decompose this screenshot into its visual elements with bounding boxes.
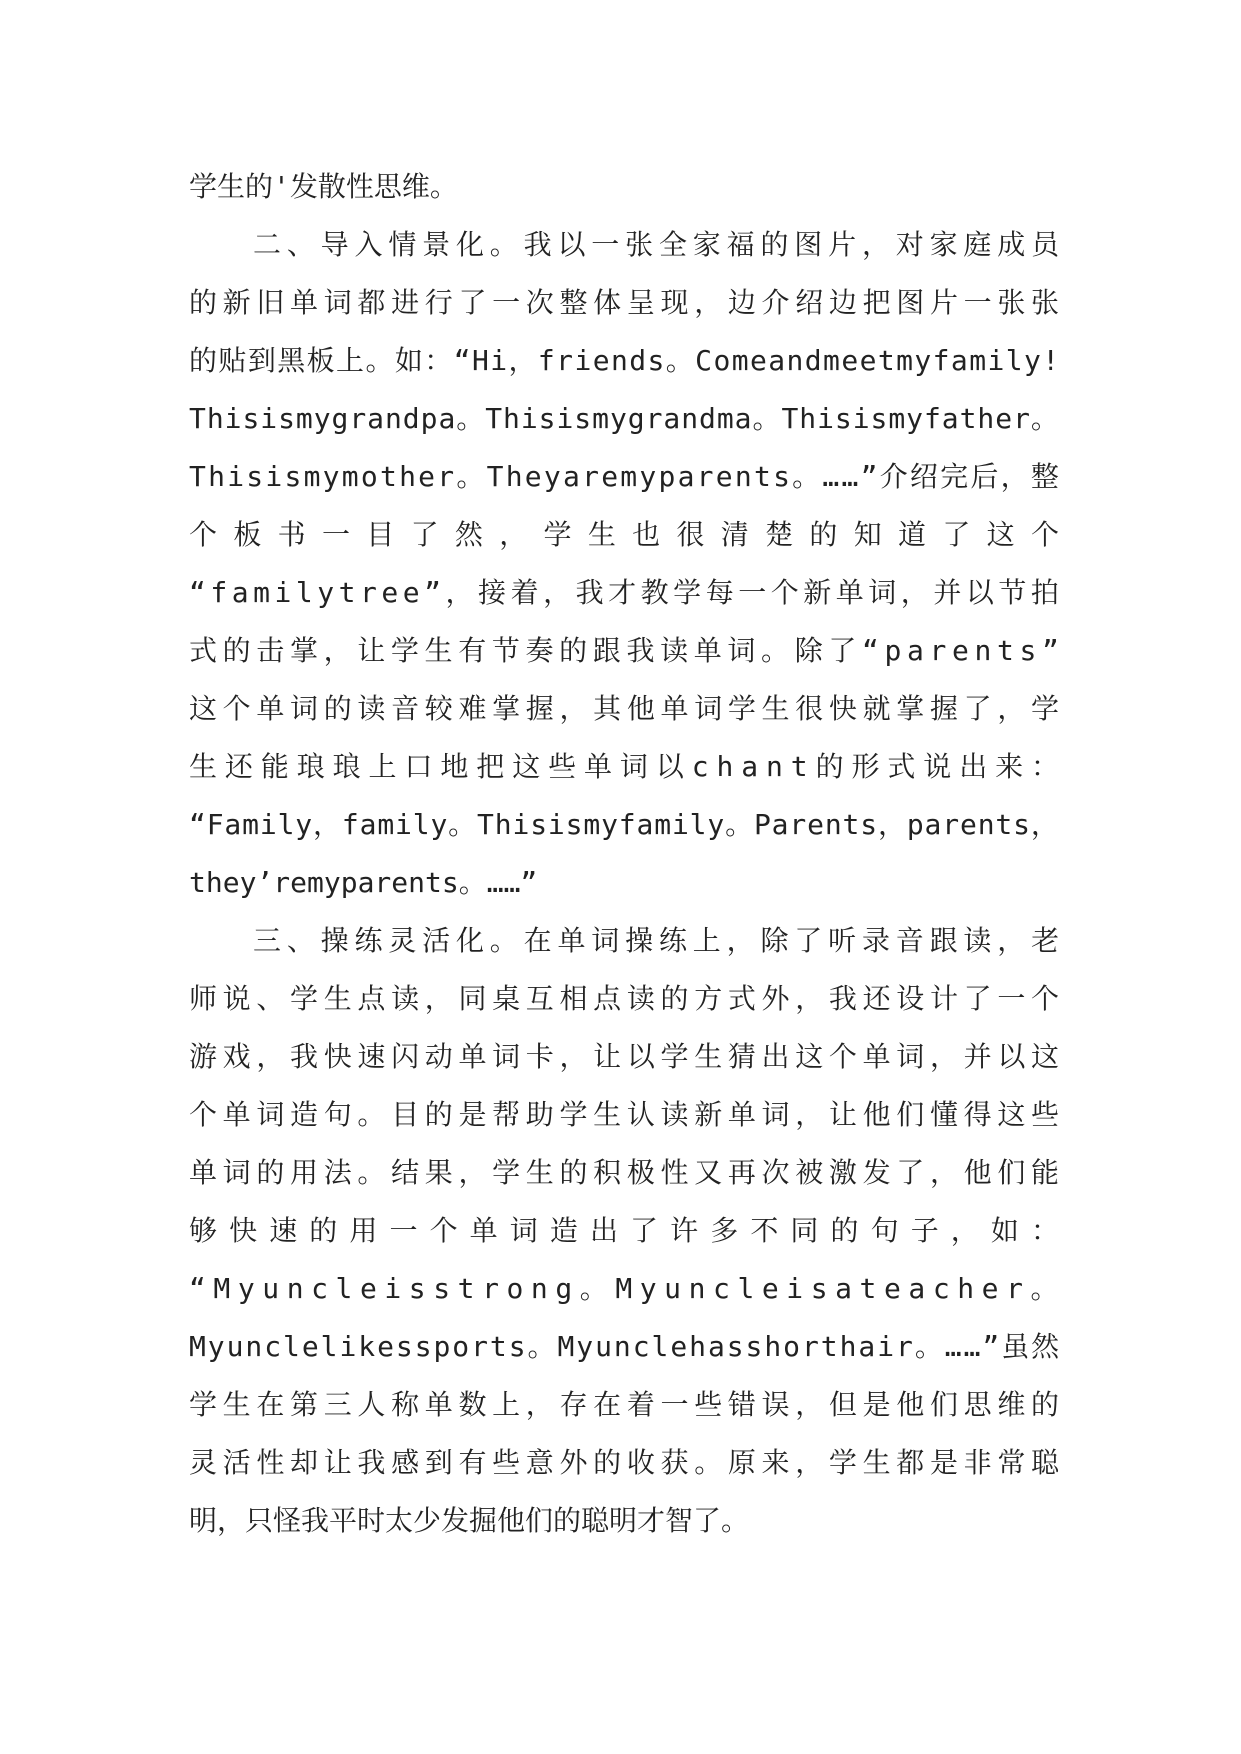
text-line: “familytree”，接着，我才教学每一个新单词，并以节拍 xyxy=(189,576,1064,609)
text-char: l xyxy=(737,1272,755,1305)
text-char: h xyxy=(957,1272,975,1305)
text-char: 。 xyxy=(579,1272,608,1305)
text-char: s xyxy=(810,1272,828,1305)
text-char: e xyxy=(883,1272,901,1305)
text-char: “ xyxy=(189,1272,206,1305)
document-body xyxy=(189,158,1067,1550)
text-char: n xyxy=(688,1272,706,1305)
text-char: 的 xyxy=(830,1214,859,1247)
text-char: l xyxy=(335,1272,353,1305)
text-char: n xyxy=(530,1272,548,1305)
text-line: “Family，family。Thisismyfamily。Parents，parents， xyxy=(189,808,1060,841)
text-char: 子 xyxy=(910,1214,939,1247)
text-char: 然 xyxy=(454,518,483,551)
text-char: ， xyxy=(499,518,528,551)
text-char: 的 xyxy=(809,518,838,551)
text-char: 生 xyxy=(587,518,616,551)
text-char: 多 xyxy=(710,1214,739,1247)
text-char: y xyxy=(237,1272,255,1305)
text-char: t xyxy=(859,1272,877,1305)
text-char: 出 xyxy=(589,1214,618,1247)
text-char: 用 xyxy=(349,1214,378,1247)
text-char: 了 xyxy=(410,518,439,551)
text-char: 快 xyxy=(229,1214,258,1247)
text-char: 一 xyxy=(389,1214,418,1247)
text-char: 目 xyxy=(366,518,395,551)
text-line: 三、操练灵活化。在单词操练上，除了听录音跟读，老 xyxy=(253,924,1065,957)
text-line: 游戏，我快速闪动单词卡，让以学生猜出这个单词，并以这 xyxy=(189,1040,1065,1073)
text-line xyxy=(189,1260,1059,1318)
text-line: Myunclelikessports。Myunclehasshorthair。……”虽然 xyxy=(189,1330,1062,1363)
text-char: y xyxy=(639,1272,657,1305)
text-line: 式的击掌，让学生有节奏的跟我读单词。除了“parents” xyxy=(189,634,1065,667)
text-char: M xyxy=(213,1272,231,1305)
text-line: 灵活性却让我感到有些意外的收获。原来，学生都是非常聪 xyxy=(189,1446,1065,1479)
text-char: i xyxy=(786,1272,804,1305)
text-char: r xyxy=(1006,1272,1023,1305)
text-char: 个 xyxy=(189,518,218,551)
text-char: 同 xyxy=(790,1214,819,1247)
text-char: r xyxy=(482,1272,499,1305)
text-char: 了 xyxy=(942,518,971,551)
text-char: s xyxy=(408,1272,426,1305)
text-char: s xyxy=(433,1272,451,1305)
text-line: 生还能琅琅上口地把这些单词以chant的形式说出来： xyxy=(189,750,1067,783)
text-line: 单词的用法。结果，学生的积极性又再次被激发了，他们能 xyxy=(189,1156,1065,1189)
text-char: o xyxy=(506,1272,524,1305)
text-line: they’remyparents。……” xyxy=(189,866,538,899)
text-char: 个 xyxy=(1030,518,1059,551)
text-line: Thisismygrandpa。Thisismygrandma。Thisismyfather。 xyxy=(189,402,1060,435)
text-char: a xyxy=(908,1272,926,1305)
text-char: u xyxy=(664,1272,682,1305)
text-char: 这 xyxy=(986,518,1015,551)
text-char: 如 xyxy=(990,1214,1019,1247)
text-line: 学生的'发散性思维。 xyxy=(189,170,458,203)
text-char: 许 xyxy=(670,1214,699,1247)
text-char: n xyxy=(286,1272,304,1305)
text-line: 学生在第三人称单数上，存在着一些错误，但是他们思维的 xyxy=(189,1388,1065,1421)
text-char: c xyxy=(932,1272,950,1305)
text-char: e xyxy=(359,1272,377,1305)
text-char: t xyxy=(457,1272,475,1305)
text-char: e xyxy=(761,1272,779,1305)
text-char: 速 xyxy=(269,1214,298,1247)
text-char: 也 xyxy=(632,518,661,551)
text-char: 道 xyxy=(898,518,927,551)
text-char: u xyxy=(262,1272,280,1305)
text-line: 二、导入情景化。我以一张全家福的图片，对家庭成员 xyxy=(253,228,1065,261)
text-char: 词 xyxy=(509,1214,538,1247)
text-line: 的新旧单词都进行了一次整体呈现，边介绍边把图片一张张 xyxy=(189,286,1065,319)
text-line: 这个单词的读音较难掌握，其他单词学生很快就掌握了，学 xyxy=(189,692,1065,725)
text-char: 很 xyxy=(676,518,705,551)
text-line: 明，只怪我平时太少发掘他们的聪明才智了。 xyxy=(189,1504,750,1537)
text-line xyxy=(189,1202,1059,1260)
text-char: ： xyxy=(1030,1214,1059,1247)
text-char: c xyxy=(311,1272,328,1305)
text-line: 的贴到黑板上。如：“Hi，friends。Comeandmeetmyfamily! xyxy=(189,344,1061,377)
text-char: 够 xyxy=(189,1214,218,1247)
text-char: 楚 xyxy=(765,518,794,551)
text-char: M xyxy=(615,1272,633,1305)
text-char: 造 xyxy=(549,1214,578,1247)
text-char: 书 xyxy=(277,518,306,551)
text-char: 。 xyxy=(1030,1272,1059,1305)
text-char: 知 xyxy=(853,518,882,551)
text-char: i xyxy=(384,1272,402,1305)
text-char: 的 xyxy=(309,1214,338,1247)
text-char: 句 xyxy=(870,1214,899,1247)
text-char: e xyxy=(981,1272,999,1305)
text-line: 个单词造句。目的是帮助学生认读新单词，让他们懂得这些 xyxy=(189,1098,1065,1131)
text-char: 学 xyxy=(543,518,572,551)
text-char: 个 xyxy=(429,1214,458,1247)
text-char: 板 xyxy=(233,518,262,551)
text-char: c xyxy=(713,1272,730,1305)
text-char: g xyxy=(555,1272,573,1305)
text-char: 清 xyxy=(720,518,749,551)
text-line: Thisismymother。Theyaremyparents。……”介绍完后，整 xyxy=(189,460,1062,493)
text-char: 不 xyxy=(750,1214,779,1247)
text-char: ， xyxy=(950,1214,979,1247)
text-line xyxy=(189,506,1059,564)
text-char: 了 xyxy=(630,1214,659,1247)
text-char: 单 xyxy=(469,1214,498,1247)
text-char: a xyxy=(835,1272,852,1305)
text-line: 师说、学生点读，同桌互相点读的方式外，我还设计了一个 xyxy=(189,982,1065,1015)
text-char: 一 xyxy=(321,518,350,551)
